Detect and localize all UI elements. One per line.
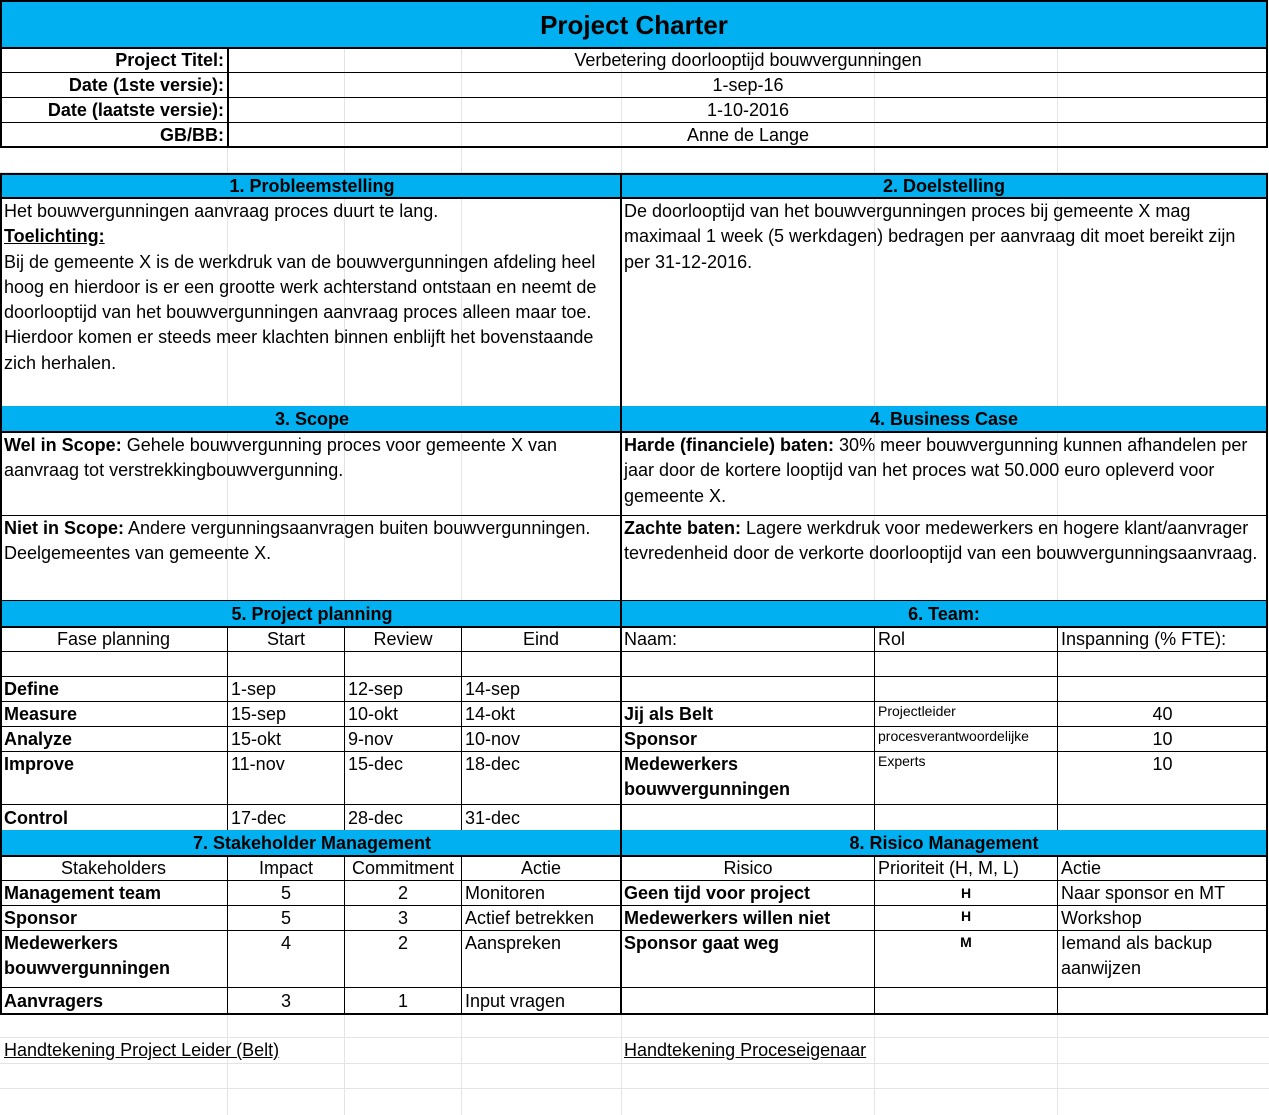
phase-define: Define — [4, 679, 60, 699]
scope-niet-value: Andere vergunningsaanvragen buiten bouwvergunningen. Deelgemeentes van gemeente X. — [4, 518, 591, 564]
scope-wel-text[interactable] — [4, 433, 618, 484]
table-cell[interactable]: 11-nov — [231, 754, 285, 774]
table-cell[interactable]: Aanspreken — [465, 933, 562, 953]
col-header: Inspanning (% FTE): — [1061, 629, 1227, 649]
probleem-text[interactable] — [4, 199, 618, 376]
table-cell[interactable]: Input vragen — [465, 991, 566, 1011]
section-header-probleem — [0, 173, 622, 199]
stakeholder-name: Aanvragers — [4, 991, 104, 1011]
signature-process-owner[interactable]: Handtekening Proceseigenaar — [624, 1040, 867, 1060]
gridline — [0, 1063, 1269, 1064]
risk-item: Medewerkers willen niet — [624, 908, 831, 928]
risk-action[interactable]: Workshop — [1061, 908, 1142, 928]
table-cell[interactable]: 10-okt — [348, 704, 399, 724]
signature-project-leader[interactable]: Handtekening Project Leider (Belt) — [4, 1040, 280, 1060]
toelichting-label: Toelichting: — [4, 226, 105, 247]
col-header: Prioriteit (H, M, L) — [878, 858, 1020, 878]
risk-priority[interactable]: M — [960, 934, 972, 950]
risk-action[interactable]: Naar sponsor en MT — [1061, 883, 1226, 903]
col-header: Fase planning — [56, 629, 171, 649]
team-member: Sponsor — [624, 729, 698, 749]
project-title-value[interactable]: Verbetering doorlooptijd bouwvergunningen — [574, 50, 922, 70]
scope-wel-value: Gehele bouwvergunning proces voor gemeente X van aanvraag tot verstrekkingbouwvergunning. — [4, 435, 557, 481]
phase-analyze: Analyze — [4, 729, 73, 749]
scope-wel-label: Wel in Scope: — [4, 435, 122, 455]
section-header-risico — [620, 830, 1268, 857]
table-cell[interactable]: 5 — [280, 908, 291, 928]
col-header: Eind — [522, 629, 560, 649]
stakeholder-name: Management team — [4, 883, 162, 903]
meta-label: GB/BB: — [160, 125, 224, 145]
team-member: Medewerkers bouwvergunningen — [624, 754, 790, 799]
date-first-value[interactable]: 1-sep-16 — [712, 75, 784, 95]
table-cell[interactable]: 1 — [397, 991, 408, 1011]
team-fte[interactable]: 10 — [1152, 729, 1173, 749]
col-header: Rol — [878, 629, 906, 649]
table-cell[interactable]: Actief betrekken — [465, 908, 595, 928]
scope-niet-text[interactable] — [4, 516, 618, 567]
table-cell[interactable]: 3 — [280, 991, 291, 1011]
phase-improve: Improve — [4, 754, 75, 774]
table-cell[interactable]: 5 — [280, 883, 291, 903]
table-cell[interactable]: 17-dec — [231, 808, 287, 828]
harde-baten-value: 30% meer bouwvergunning kunnen afhandelen per jaar door de kortere looptijd van het proces wat 50.000 euro opleverd voor gemeente X. — [624, 435, 1248, 506]
gb-bb-value[interactable]: Anne de Lange — [686, 125, 810, 145]
stakeholder-name: Medewerkers bouwvergunningen — [4, 933, 170, 978]
zachte-baten-text[interactable] — [624, 516, 1264, 567]
team-member: Jij als Belt — [624, 704, 714, 724]
col-header: Impact — [258, 858, 314, 878]
table-cell[interactable]: 1-sep — [231, 679, 277, 699]
col-header: Naam: — [624, 629, 678, 649]
probleem-line: Het bouwvergunningen aanvraag proces duurt te lang. — [4, 201, 439, 221]
section-heading: 1. Probleemstelling — [229, 176, 395, 196]
risk-priority[interactable]: H — [960, 885, 972, 901]
section-heading: 7. Stakeholder Management — [192, 833, 432, 853]
date-last-value[interactable]: 1-10-2016 — [706, 100, 790, 120]
section-header-team — [620, 601, 1268, 628]
meta-label: Date (1ste versie): — [68, 75, 224, 95]
col-header: Start — [266, 629, 305, 649]
section-heading: 8. Risico Management — [849, 833, 1039, 853]
zachte-baten-label: Zachte baten: — [624, 518, 742, 538]
team-role[interactable]: Experts — [878, 753, 926, 769]
table-cell[interactable]: 31-dec — [465, 808, 521, 828]
stakeholder-name: Sponsor — [4, 908, 78, 928]
risk-action[interactable]: Iemand als backup aanwijzen — [1061, 933, 1213, 978]
col-header: Actie — [520, 858, 562, 878]
table-cell[interactable]: 2 — [397, 883, 408, 903]
col-header: Risico — [723, 858, 773, 878]
table-cell[interactable]: 2 — [397, 933, 408, 953]
gridline — [0, 1088, 1269, 1089]
risk-item: Sponsor gaat weg — [624, 933, 780, 953]
section-header-business — [620, 406, 1268, 433]
section-header-stakeholder — [0, 830, 622, 857]
table-cell[interactable]: 4 — [280, 933, 291, 953]
divider — [0, 652, 1268, 677]
table-cell[interactable]: 15-sep — [231, 704, 287, 724]
col-header: Review — [373, 629, 433, 649]
section-header-planning — [0, 601, 622, 628]
doel-text[interactable]: De doorlooptijd van het bouwvergunningen proces bij gemeente X mag maximaal 1 week (5 werkdagen) bedragen per aanvraag dit moet bereikt zijn per 31-12-2016. — [624, 201, 1236, 272]
col-header: Stakeholders — [60, 858, 167, 878]
section-heading: 2. Doelstelling — [882, 176, 1006, 196]
scope-niet-label: Niet in Scope: — [4, 518, 125, 538]
table-cell[interactable]: 3 — [397, 908, 408, 928]
team-role[interactable]: Projectleider — [878, 703, 956, 719]
phase-control: Control — [4, 808, 68, 828]
zachte-baten-value: Lagere werkdruk voor medewerkers en hogere klant/aanvrager tevredenheid door de verkorte doorlooptijd van een bouwvergunningsaanvraag. — [624, 518, 1258, 564]
table-cell[interactable]: 18-dec — [465, 754, 521, 774]
team-fte[interactable]: 10 — [1152, 754, 1173, 774]
section-heading: 3. Scope — [274, 409, 350, 429]
table-cell[interactable]: 10-nov — [465, 729, 521, 749]
table-cell[interactable]: 12-sep — [348, 679, 404, 699]
team-fte[interactable]: 40 — [1152, 704, 1173, 724]
meta-label: Project Titel: — [115, 50, 224, 70]
table-cell[interactable]: 9-nov — [348, 729, 394, 749]
section-header-scope — [0, 406, 622, 433]
table-cell[interactable]: 14-sep — [465, 679, 521, 699]
col-header: Commitment — [351, 858, 454, 878]
team-role[interactable]: procesverantwoordelijke — [878, 728, 1029, 744]
meta-label: Date (laatste versie): — [47, 100, 224, 120]
section-header-doel — [620, 173, 1268, 199]
risk-item: Geen tijd voor project — [624, 883, 811, 903]
table-cell[interactable]: 28-dec — [348, 808, 404, 828]
harde-baten-label: Harde (financiele) baten: — [624, 435, 835, 455]
table-cell[interactable]: 15-dec — [348, 754, 404, 774]
risk-priority[interactable]: H — [960, 908, 972, 924]
col-header: Actie — [1061, 858, 1102, 878]
toelichting-text: Bij de gemeente X is de werkdruk van de bouwvergunningen afdeling heel hoog en hierdoor is er een grootte werk achterstand ontstaan en neemt de doorlooptijd van het bouwvergunningen aanvraag proces alleen maar toe. Hierdoor komen er steeds meer klachten binnen enblijft het bovenstaande zich herhalen. — [4, 251, 597, 373]
title-bar — [0, 0, 1268, 49]
table-cell[interactable]: 14-okt — [465, 704, 516, 724]
table-cell[interactable]: Monitoren — [465, 883, 546, 903]
section-heading: 5. Project planning — [231, 604, 393, 624]
phase-measure: Measure — [4, 704, 78, 724]
section-heading: 6. Team: — [908, 604, 980, 624]
harde-baten-text[interactable] — [624, 433, 1264, 509]
divider — [0, 677, 1268, 702]
table-cell[interactable]: 15-okt — [231, 729, 282, 749]
section-heading: 4. Business Case — [869, 409, 1019, 429]
page-title: Project Charter — [540, 10, 728, 40]
